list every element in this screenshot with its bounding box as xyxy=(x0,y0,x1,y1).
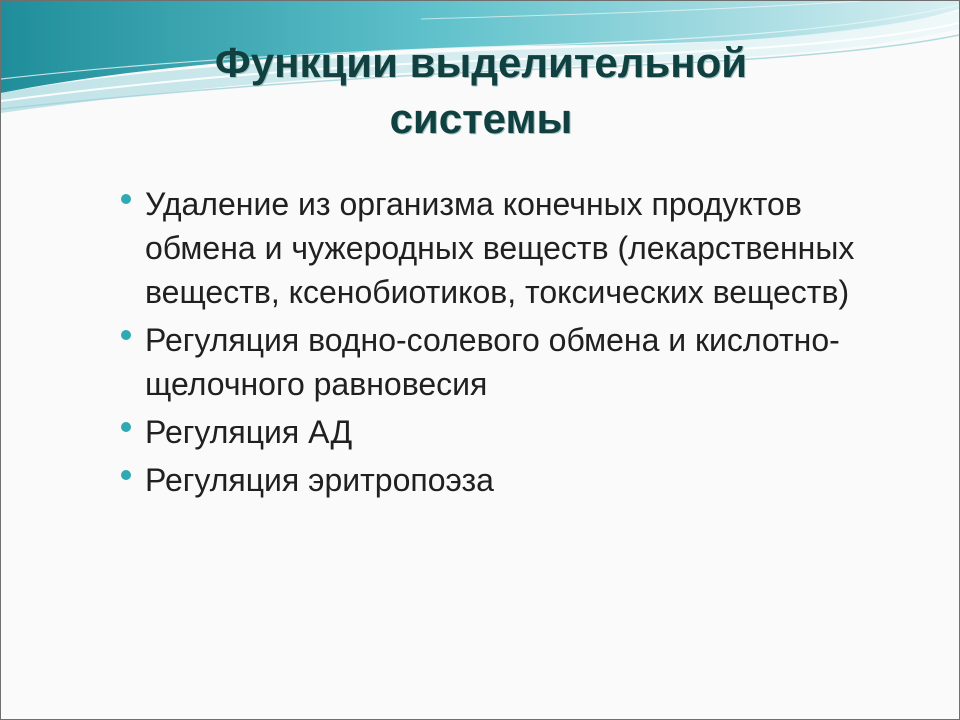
bullet-text: Удаление из организма конечных продуктов обмена и чужеродных веществ (лекарственных веществ, ксенобиотиков, токсических веществ) xyxy=(145,186,855,310)
slide-content xyxy=(116,182,896,506)
bullet-text: Регуляция водно-солевого обмена и кислотно-щелочного равновесия xyxy=(145,322,840,402)
bullet-dot-icon xyxy=(121,422,131,432)
bullet-dot-icon xyxy=(121,470,131,480)
bullet-item xyxy=(116,182,896,314)
bullet-text: Регуляция эритропоэза xyxy=(145,462,494,498)
slide-title xyxy=(121,35,841,147)
bullet-item xyxy=(116,458,896,502)
slide-title-line-1: Функции выделительной xyxy=(214,39,748,86)
bullet-item xyxy=(116,410,896,454)
bullet-list xyxy=(116,182,896,502)
slide-title-line-2: системы xyxy=(389,95,573,142)
bullet-item xyxy=(116,318,896,406)
bullet-dot-icon xyxy=(121,330,131,340)
bullet-text: Регуляция АД xyxy=(145,414,353,450)
bullet-dot-icon xyxy=(121,194,131,204)
